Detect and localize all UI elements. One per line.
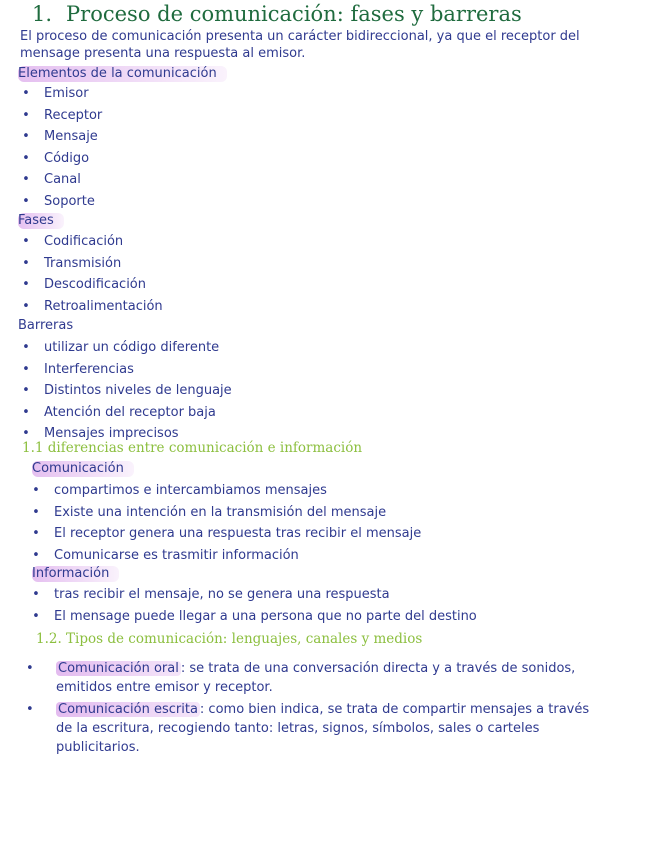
title-text: Proceso de comunicación: fases y barreras [66,2,522,26]
bullet-icon: • [32,526,40,541]
bullet-icon: • [22,193,30,209]
informacion-heading: Información [32,566,119,582]
bullet-icon: • [22,150,30,166]
bullet-icon: • [22,298,30,314]
page-title [32,2,522,26]
notes-page: 1. Proceso de comunicación: fases y barreras El proceso de comunicación presenta un carácter bidireccional, ya que el receptor del mensage presenta una respuesta al emisor. Elementos de la comunicación • Emisor • Receptor • Mensaje • Código • Canal • Soporte Fases • Codificación • Transmisión • Descodificación • Retroalimentación Barreras • utilizar un código diferente • Interferencias • Distintos niveles de lenguaje • Atención del receptor baja • Mensajes imprecisos 1.1 diferencias entre comunicación e información Comunicación • compartimos e intercambiamos mensajes • Existe una intención en la transmisión del mensaje • El receptor genera una respuesta tras recibir el mensaje • Comunicarse es trasmitir información Información • tras recibir el mensaje, no se genera una respuesta • El mensage puede llegar a una persona que no parte del destino 1.2. Tipos de comunicación: lenguajes, canales y medios • Comunicación oral : se trata de una conversación directa y a través de sonidos, emitidos entre emisor y receptor. • Comunicación escrita : como bien indica, se trata de compartir mensajes a través de la escritura, recogiendo tanto: letras, signos, símbolos, sales o carteles publicitarios. [0,0,656,848]
bullet-icon: • [22,107,30,123]
bullet-icon: • [22,255,30,271]
elementos-heading: Elementos de la comunicación [18,66,227,82]
bullet-icon: • [22,340,30,355]
section-1-2-title: 1.2. Tipos de comunicación: lenguajes, canales y medios [36,631,423,647]
barreras-heading: Barreras [18,318,74,333]
bullet-icon: • [22,277,30,292]
bullet-icon: • [22,404,30,420]
list-item-escrita [26,700,626,760]
term-oral: Comunicación oral [58,661,179,676]
bullet-icon: • [32,483,40,498]
section-1-1-title: 1.1 diferencias entre comunicación e información [22,440,363,456]
comunicacion-heading: Comunicación [32,461,134,477]
bullet-icon: • [22,383,30,398]
bullet-icon: • [22,86,30,101]
bullet-icon: • [26,661,34,676]
title-number: 1. [32,2,53,26]
bullet-icon: • [22,129,30,144]
bullet-icon: • [32,587,40,602]
term-escrita: Comunicación escrita [58,702,198,717]
definition-oral: : se trata de una conversación directa y a través de sonidos, emitidos entre emisor y receptor. [56,661,576,695]
bullet-icon: • [22,361,30,377]
bullet-icon: • [22,234,30,249]
intro-paragraph: El proceso de comunicación presenta un carácter bidireccional, ya que el receptor del mensage presenta una respuesta al emisor. [20,29,580,61]
bullet-icon: • [32,608,40,624]
bullet-icon: • [22,172,30,187]
definition-escrita: : como bien indica, se trata de compartir mensajes a través de la escritura, recogiendo tanto: letras, signos, símbolos, sales o carteles publicitarios. [56,702,590,755]
bullet-icon: • [22,426,30,441]
fases-heading: Fases [18,213,64,229]
list-item-oral [26,659,626,699]
bullet-icon: • [32,504,40,520]
bullet-icon: • [26,702,34,717]
bullet-icon: • [32,547,40,563]
